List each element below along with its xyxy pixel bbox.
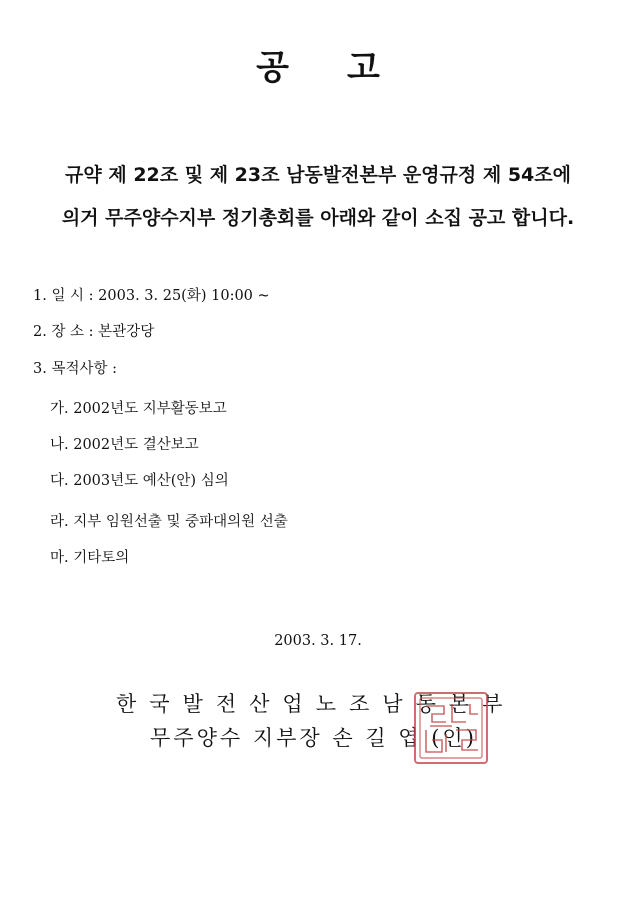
notice-title: 공고: [256, 48, 438, 88]
notice-lead-line-2: 의거 무주양수지부 정기총회를 아래와 같이 소집 공고 합니다.: [61, 207, 575, 229]
notice-item-purpose: 3. 목적사항 :: [33, 361, 117, 377]
notice-item-location: 2. 장 소 : 본관강당: [33, 324, 155, 340]
agenda-item: 가. 2002년도 지부활동보고: [50, 401, 227, 417]
notice-lead-line-1: 규약 제 22조 및 제 23조 남동발전본부 운영규정 제 54조에: [65, 164, 571, 186]
signature-organization: 한국발전산업노조남동본부: [116, 692, 516, 716]
notice-item-datetime: 1. 일 시 : 2003. 3. 25(화) 10:00 ~: [33, 288, 270, 304]
notice-date: 2003. 3. 17.: [274, 633, 362, 649]
signature-name: 무주양수 지부장 손 길 엽 (인): [150, 726, 477, 750]
agenda-item: 다. 2003년도 예산(안) 심의: [50, 473, 229, 489]
agenda-item: 마. 기타토의: [50, 550, 130, 566]
official-seal-stamp-icon: [412, 690, 490, 766]
agenda-item: 라. 지부 임원선출 및 중파대의원 선출: [50, 514, 288, 530]
agenda-item: 나. 2002년도 결산보고: [50, 437, 199, 453]
